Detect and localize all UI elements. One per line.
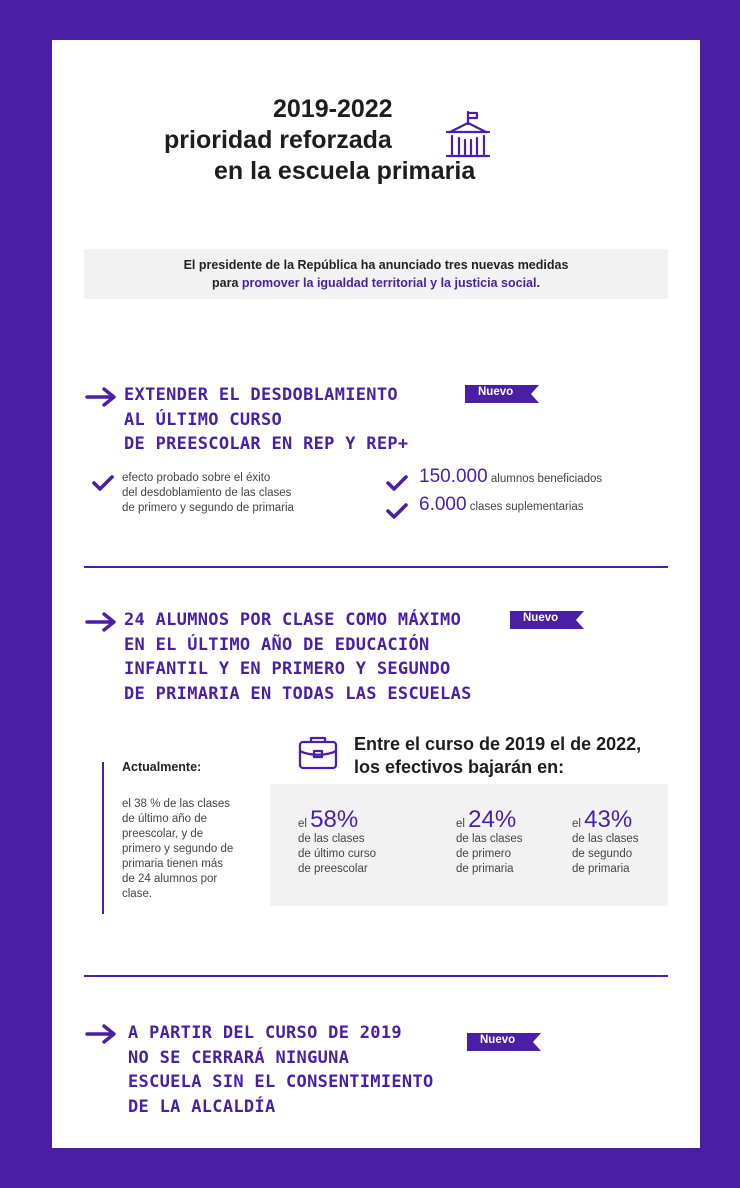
stat-line: de primaria: [456, 863, 514, 875]
school-icon: [444, 110, 492, 160]
stat-classes-label: clases suplementarias: [469, 501, 584, 513]
stat-line: de último curso: [298, 848, 376, 860]
section1-effect-text: [122, 471, 294, 516]
section3-heading-line: DE LA ALCALDÍA: [128, 1096, 276, 1117]
section3-heading-line: A PARTIR DEL CURSO DE 2019: [128, 1023, 402, 1043]
check-icon: [386, 502, 408, 520]
section2-heading-line: DE PRIMARIA EN TODAS LAS ESCUELAS: [124, 683, 472, 704]
stat-prefix: el: [298, 818, 307, 830]
arrow-right-icon: [85, 1024, 117, 1044]
stat-line: de segundo: [572, 848, 633, 860]
stat-classes: [419, 494, 584, 515]
check-icon: [92, 474, 114, 492]
intro-banner: [84, 249, 668, 299]
intro-line-1: El presidente de la República ha anunciado tres nuevas medidas: [183, 258, 569, 272]
stat-line: de primaria: [572, 863, 630, 875]
briefcase-icon: [297, 733, 339, 771]
section1-heading-line: DE PREESCOLAR EN REP Y REP+: [124, 434, 409, 454]
reduction-title-line: Entre el curso de 2019 el de 2022,: [354, 734, 642, 754]
effect-line: efecto probado sobre el éxito: [122, 472, 271, 484]
intro-prefix: para: [212, 276, 242, 290]
section3-heading-line: ESCUELA SIN EL CONSENTIMIENTO: [128, 1072, 434, 1092]
stat-value: 43%: [584, 806, 633, 833]
effect-line: de primero y segundo de primaria: [122, 502, 294, 514]
currently-line: primero y segundo de: [122, 843, 234, 855]
badge-label: Nuevo: [478, 386, 514, 398]
currently-line: de 24 alumnos por: [122, 873, 218, 885]
section2-heading: [124, 608, 472, 706]
stat-line: de primero: [456, 848, 511, 860]
stat-line: de las clases: [298, 833, 365, 845]
stat-line: de preescolar: [298, 863, 368, 875]
section-divider: [84, 975, 668, 977]
stat-students: [419, 466, 603, 487]
title-line-2: prioridad reforzada: [164, 126, 392, 154]
stat-prefix: el: [456, 818, 465, 830]
new-badge: [508, 609, 586, 636]
badge-label: Nuevo: [480, 1034, 516, 1046]
badge-label: Nuevo: [523, 612, 559, 624]
new-badge: [463, 383, 541, 410]
section1-heading-line: EXTENDER EL DESDOBLAMIENTO: [124, 385, 398, 405]
section2-heading-line: EN EL ÚLTIMO AÑO DE EDUCACIÓN: [124, 634, 430, 655]
stat-prefix: el: [572, 818, 581, 830]
title-line-3: en la escuela primaria: [214, 157, 476, 185]
currently-line: primaria tienen más: [122, 858, 223, 870]
reduction-title-line: los efectivos bajarán en:: [354, 757, 565, 777]
title-line-1: 2019-2022: [273, 95, 393, 123]
arrow-right-icon: [85, 387, 117, 407]
new-badge: [465, 1031, 543, 1058]
stat-line: de las clases: [572, 833, 639, 845]
stat-classes-value: 6.000: [419, 494, 467, 515]
currently-label: Actualmente:: [122, 760, 202, 774]
currently-rule: [102, 762, 104, 914]
stat-students-label: alumnos beneficiados: [490, 473, 603, 485]
check-icon: [386, 474, 408, 492]
reduction-title: [354, 733, 641, 779]
currently-line: preescolar, y de: [122, 828, 204, 840]
intro-highlight: promover la igualdad territorial y la justicia social: [241, 276, 537, 290]
currently-text: [122, 797, 257, 902]
stat-students-value: 150.000: [419, 466, 488, 487]
stat-value: 24%: [468, 806, 517, 833]
reduction-stat: [572, 806, 639, 877]
effect-line: del desdoblamiento de las clases: [122, 487, 292, 499]
arrow-right-icon: [85, 612, 117, 632]
stat-value: 58%: [310, 806, 359, 833]
intro-suffix: .: [536, 276, 540, 290]
stat-line: de las clases: [456, 833, 523, 845]
section2-heading-line: INFANTIL Y EN PRIMERO Y SEGUNDO: [124, 659, 451, 679]
currently-line: el 38 % de las clases: [122, 798, 231, 810]
section1-heading: [124, 383, 408, 457]
section3-heading-line: NO SE CERRARÁ NINGUNA: [128, 1047, 350, 1068]
reduction-stat: [298, 806, 376, 877]
infographic-card: [52, 40, 700, 1148]
section-divider: [84, 566, 668, 568]
currently-line: clase.: [122, 888, 153, 900]
section1-heading-line: AL ÚLTIMO CURSO: [124, 409, 283, 430]
currently-line: de último año de: [122, 813, 208, 825]
intro-line-2: [84, 274, 668, 292]
section3-heading: [128, 1021, 434, 1119]
section2-heading-line: 24 ALUMNOS POR CLASE COMO MÁXIMO: [124, 610, 462, 630]
reduction-stat: [456, 806, 523, 877]
